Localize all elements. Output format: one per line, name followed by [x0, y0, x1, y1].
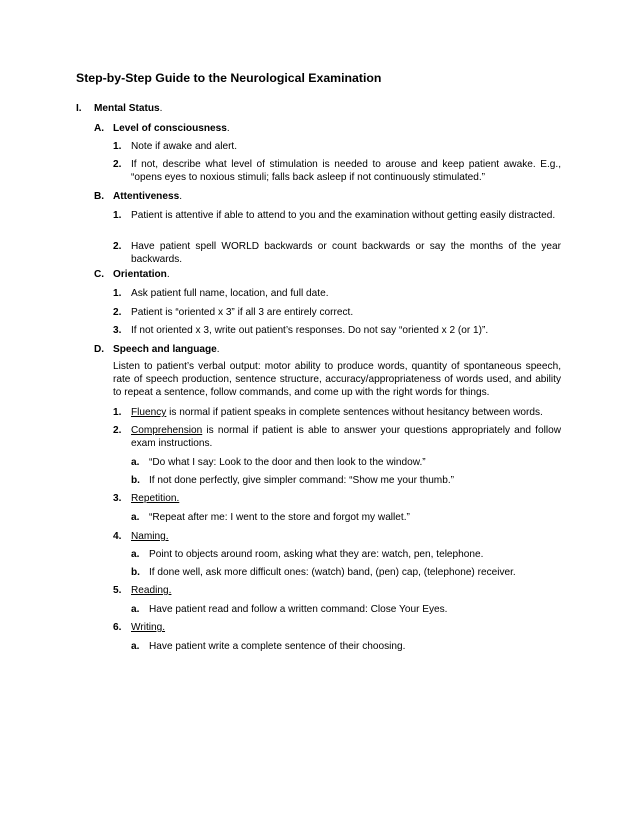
item-number: 1. [113, 141, 122, 152]
item-text: Note if awake and alert. [131, 141, 238, 152]
item-number: 1. [113, 210, 122, 221]
item-text: Comprehension is normal if patient is able to answer your questions appropriately and follow exam instructions. [131, 425, 561, 449]
item-number: 1. [113, 407, 122, 418]
subitem-text: “Do what I say: Look to the door and then look to the window.” [149, 457, 426, 468]
subitem-letter: a. [131, 549, 140, 560]
item-number: 2. [113, 425, 122, 436]
subsection-heading: Level of consciousness. [113, 123, 230, 134]
subsection-number: B. [94, 191, 105, 202]
subsection-heading: Orientation. [113, 269, 170, 280]
item-text: Fluency is normal if patient speaks in complete sentences without hesitancy between words. [131, 407, 543, 418]
subsection-number: A. [94, 123, 105, 134]
item-term: Naming. [131, 531, 169, 542]
item-text: Ask patient full name, location, and full date. [131, 288, 329, 299]
item-number: 2. [113, 159, 122, 170]
subitem-letter: a. [131, 512, 140, 523]
subitem-text: Have patient write a complete sentence of their choosing. [149, 641, 406, 652]
subitem-text: Have patient read and follow a written command: Close Your Eyes. [149, 604, 448, 615]
page-title: Step-by-Step Guide to the Neurological Examination [76, 71, 382, 85]
paragraph: Listen to patient’s verbal output: motor ability to produce words, quantity of spontaneous speech, rate of speech production, sentence structure, accuracy/appropriateness of words used, and ability to repeat a sentence, follow commands, and come up with the right words for things. [113, 361, 561, 398]
item-text: Patient is “oriented x 3” if all 3 are entirely correct. [131, 307, 354, 318]
subitem-text: Point to objects around room, asking what they are: watch, pen, telephone. [149, 549, 484, 560]
subitem-letter: b. [131, 567, 140, 578]
item-text: If not oriented x 3, write out patient’s responses. Do not say “oriented x 2 (or 1)”. [131, 325, 489, 336]
section-heading: Mental Status. [94, 103, 163, 114]
item-text: If not, describe what level of stimulation is needed to arouse and keep patient awake. E.g., “opens eyes to noxious stimuli; falls back asleep if not continuously stimulated.” [131, 159, 561, 183]
item-text: Have patient spell WORLD backwards or count backwards or say the months of the year backwards. [131, 241, 561, 265]
item-number: 4. [113, 531, 122, 542]
subitem-text: “Repeat after me: I went to the store and forgot my wallet.” [149, 512, 410, 523]
item-number: 3. [113, 325, 122, 336]
subitem-text: If done well, ask more difficult ones: (watch) band, (pen) cap, (telephone) receiver. [149, 567, 516, 578]
subsection-number: C. [94, 269, 105, 280]
item-term: Fluency [131, 407, 167, 418]
item-number: 2. [113, 241, 122, 252]
item-text: Patient is attentive if able to attend to you and the examination without getting easily distracted. [131, 210, 556, 221]
subitem-letter: a. [131, 641, 140, 652]
subitem-letter: b. [131, 475, 140, 486]
item-number: 1. [113, 288, 122, 299]
subitem-letter: a. [131, 457, 140, 468]
subitem-text: If not done perfectly, give simpler command: “Show me your thumb.” [149, 475, 454, 486]
section-number: I. [76, 103, 82, 114]
item-term: Writing. [131, 622, 166, 633]
item-number: 2. [113, 307, 122, 318]
item-number: 3. [113, 493, 122, 504]
subsection-number: D. [94, 344, 105, 355]
subitem-letter: a. [131, 604, 140, 615]
item-number: 5. [113, 585, 122, 596]
subsection-heading: Attentiveness. [113, 191, 183, 202]
item-term: Reading. [131, 585, 172, 596]
item-term: Comprehension [131, 425, 203, 436]
item-term: Repetition. [131, 493, 180, 504]
subsection-heading: Speech and language. [113, 344, 220, 355]
item-number: 6. [113, 622, 122, 633]
